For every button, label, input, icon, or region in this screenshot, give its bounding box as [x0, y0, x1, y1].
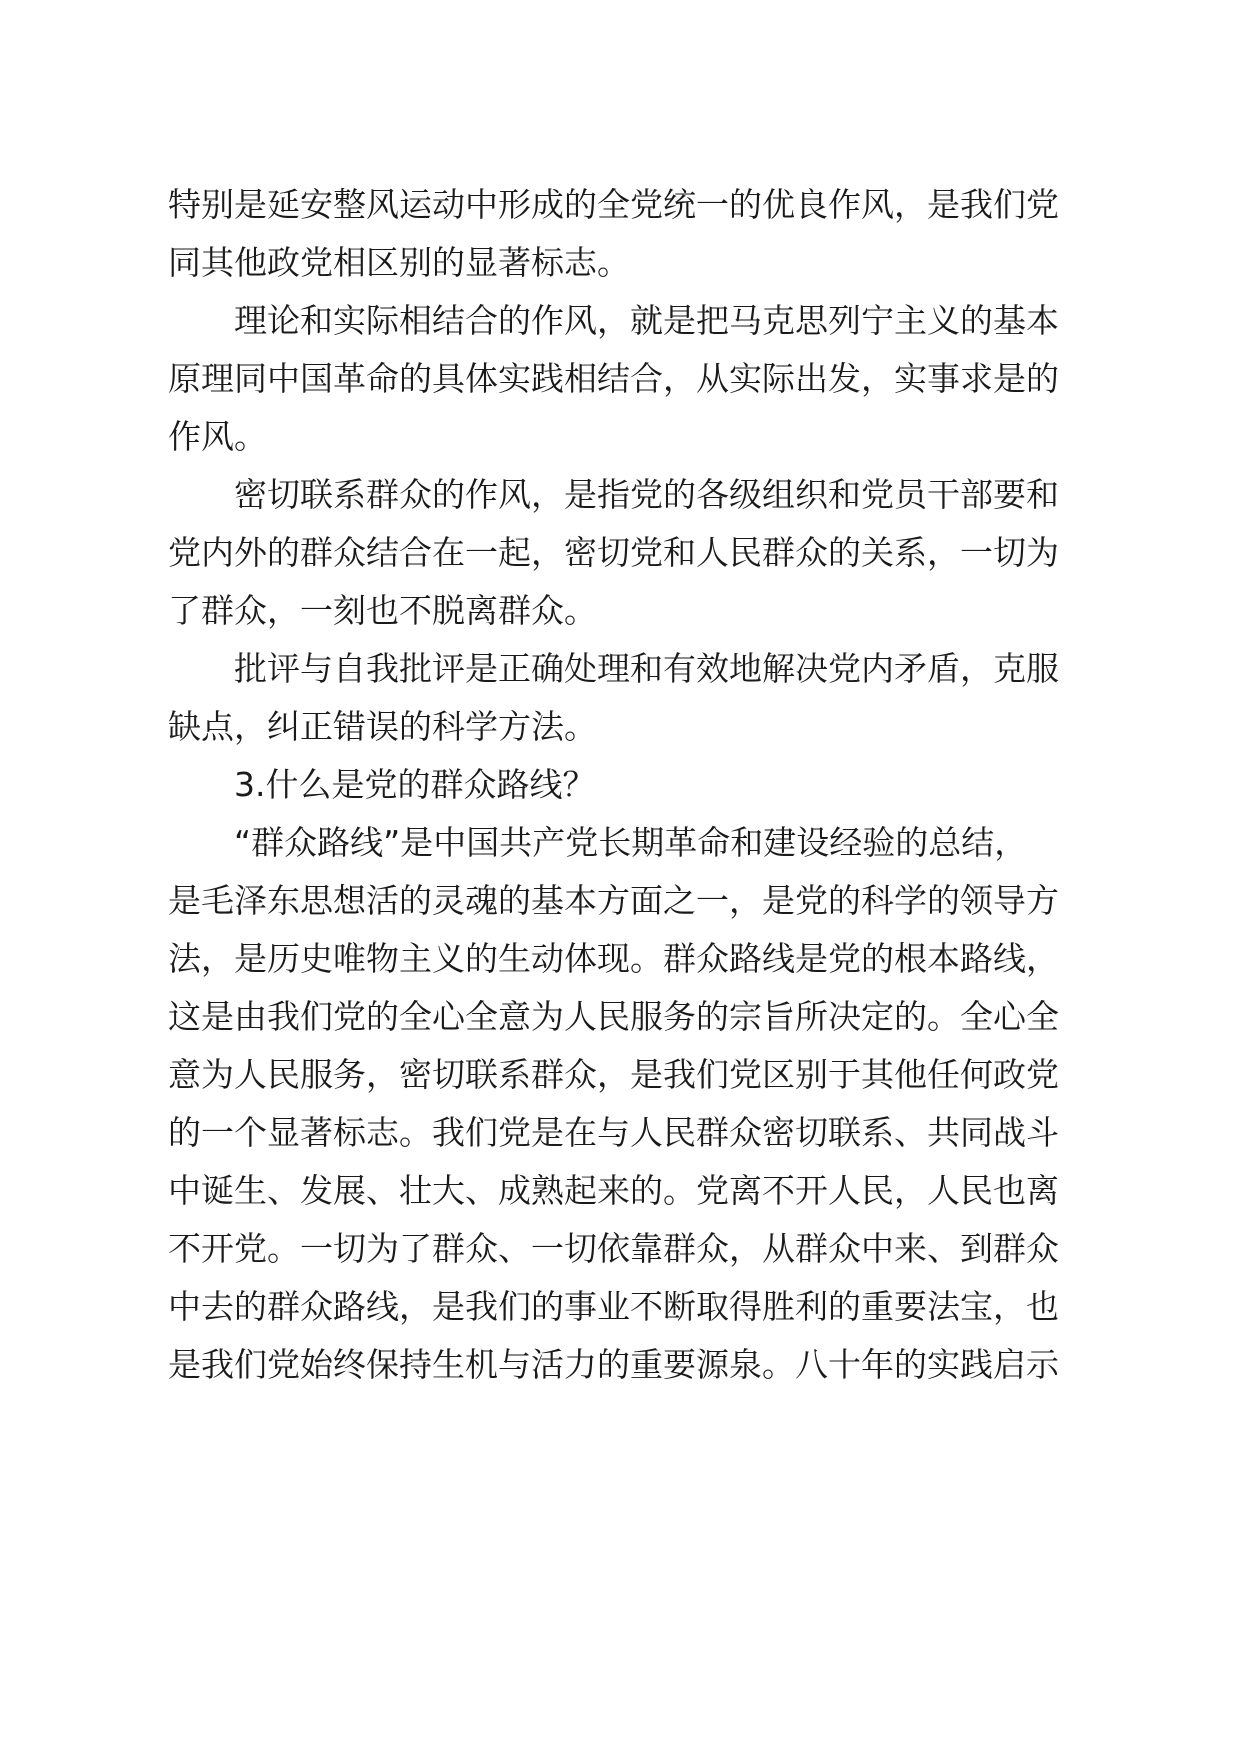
text-line: 特别是延安整风运动中形成的全党统一的优良作风，是我们党 [168, 185, 1059, 224]
text-line: 原理同中国革命的具体实践相结合，从实际出发，实事求是的 [168, 359, 1059, 398]
text-line: 是我们党始终保持生机与活力的重要源泉。八十年的实践启示 [168, 1345, 1059, 1384]
text-line: 的一个显著标志。我们党是在与人民群众密切联系、共同战斗 [168, 1113, 1059, 1152]
text-line: 中去的群众路线，是我们的事业不断取得胜利的重要法宝，也 [168, 1287, 1059, 1326]
text-line: 中诞生、发展、壮大、成熟起来的。党离不开人民，人民也离 [168, 1171, 1059, 1210]
text-line: 不开党。一切为了群众、一切依靠群众，从群众中来、到群众 [168, 1229, 1059, 1268]
paragraph-start-line: 批评与自我批评是正确处理和有效地解决党内矛盾，克服 [234, 649, 1059, 688]
text-line: 法，是历史唯物主义的生动体现。群众路线是党的根本路线， [168, 939, 1059, 978]
paragraph-start-line: “群众路线”是中国共产党长期革命和建设经验的总结， [234, 823, 1028, 862]
text-line: 这是由我们党的全心全意为人民服务的宗旨所决定的。全心全 [168, 997, 1059, 1036]
text-line: 党内外的群众结合在一起，密切党和人民群众的关系，一切为 [168, 533, 1059, 572]
text-line: 是毛泽东思想活的灵魂的基本方面之一，是党的科学的领导方 [168, 881, 1059, 920]
text-line: 意为人民服务，密切联系群众，是我们党区别于其他任何政党 [168, 1055, 1059, 1094]
text-line: 了群众，一刻也不脱离群众。 [168, 591, 597, 630]
paragraph-start-line: 密切联系群众的作风，是指党的各级组织和党员干部要和 [234, 475, 1059, 514]
section-heading: 3.什么是党的群众路线？ [234, 765, 596, 804]
text-line: 缺点，纠正错误的科学方法。 [168, 707, 597, 746]
text-line: 同其他政党相区别的显著标志。 [168, 243, 630, 282]
text-line: 作风。 [168, 417, 267, 456]
paragraph-start-line: 理论和实际相结合的作风，就是把马克思列宁主义的基本 [234, 301, 1059, 340]
